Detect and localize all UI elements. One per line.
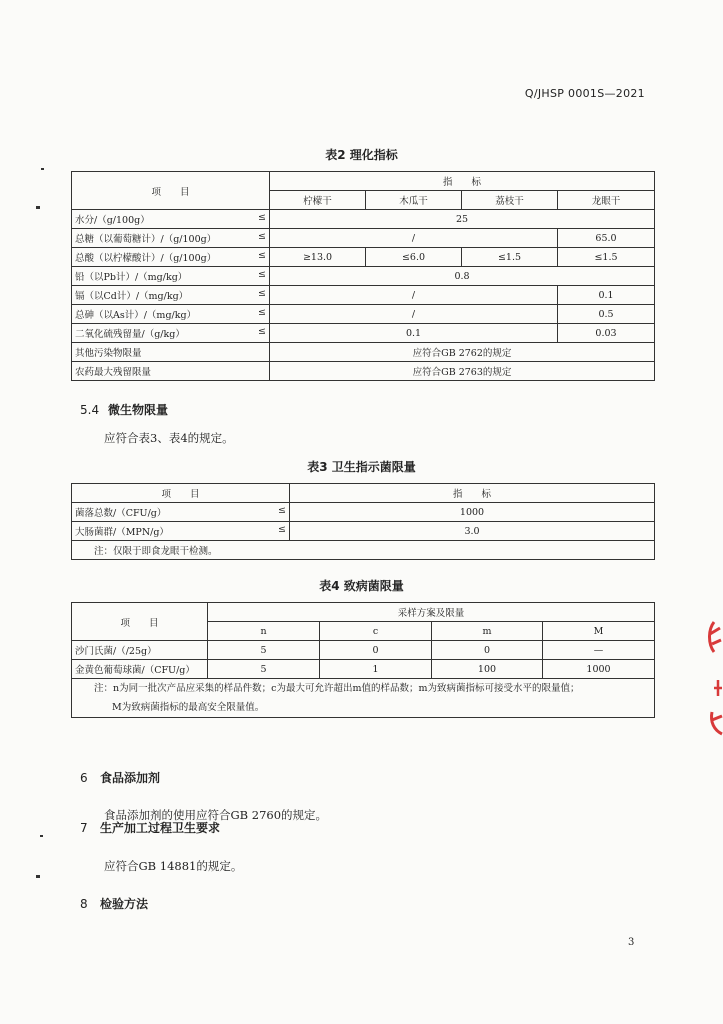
section-8-heading (80, 895, 148, 912)
table2-cell: 0.1 (270, 324, 558, 343)
table2-cell: 应符合GB 2763的规定 (270, 362, 655, 381)
table2-item-header: 项 目 (72, 172, 270, 210)
item-name: 水分/（g/100g） (75, 215, 150, 226)
table2-row-label (72, 248, 270, 267)
table2-col-lemon: 柠檬干 (270, 191, 366, 210)
table4-cell: 1 (320, 660, 432, 679)
page-number: 3 (628, 937, 635, 948)
section-number: 7 (80, 821, 88, 835)
section-title: 微生物限量 (108, 403, 169, 417)
item-name: 铅（以Pb计）/（mg/kg） (75, 272, 188, 283)
le-symbol: ≤ (258, 326, 266, 337)
table4-col-n: n (208, 622, 320, 641)
table4-note (72, 679, 655, 718)
table2-row-label (72, 305, 270, 324)
table3-row-label (72, 522, 290, 541)
item-name: 总糖（以葡萄糖计）/（g/100g） (75, 234, 217, 245)
seal-stamp-fragment (700, 600, 723, 750)
section-title: 生产加工过程卫生要求 (100, 821, 221, 835)
section-7-heading (80, 819, 220, 836)
table2-cell: / (270, 229, 558, 248)
table2-row-label (72, 286, 270, 305)
section-title: 食品添加剂 (100, 771, 161, 785)
le-symbol: ≤ (258, 231, 266, 242)
table3-hygiene-indicators (71, 483, 655, 560)
document-code: Q/JHSP 0001S—2021 (524, 87, 645, 100)
table2-row-label (72, 210, 270, 229)
le-symbol: ≤ (258, 269, 266, 280)
table2-index-header: 指 标 (270, 172, 655, 191)
item-name: 总砷（以As计）/（mg/kg） (75, 310, 197, 321)
table4-row-label: 沙门氏菌/（/25g） (72, 641, 208, 660)
table2-row-label (72, 267, 270, 286)
item-name: 二氧化硫残留量/（g/kg） (75, 329, 185, 340)
table4-cell: 100 (432, 660, 543, 679)
table2-row-label: 农药最大残留限量 (72, 362, 270, 381)
table3-item-header: 项 目 (72, 484, 290, 503)
table2-physicochemical (71, 171, 655, 381)
table2-row-label (72, 229, 270, 248)
scan-speck (36, 206, 40, 209)
table2-caption: 表2 理化指标 (325, 148, 398, 162)
table4-col-M: M (543, 622, 655, 641)
table4-cell: — (543, 641, 655, 660)
table3-row-label (72, 503, 290, 522)
table4-note-line2: M为致病菌指标的最高安全限量值。 (112, 702, 265, 713)
table2-col-lychee: 荔枝干 (462, 191, 558, 210)
table2-cell: ≥13.0 (270, 248, 366, 267)
table3-note: 注：仅限于即食龙眼干检测。 (72, 541, 655, 560)
table3-cell: 3.0 (290, 522, 655, 541)
table4-note-line1: 注：n为同一批次产品应采集的样品件数；c为最大可允许超出m值的样品数；m为致病菌指标可接受水平的限量值； (94, 683, 580, 694)
table4-cell: 5 (208, 641, 320, 660)
section-6-heading (80, 769, 160, 786)
table2-cell: 0.8 (270, 267, 655, 286)
table2-cell: / (270, 305, 558, 324)
table4-col-c: c (320, 622, 432, 641)
table2-cell: 25 (270, 210, 655, 229)
section-7-text: 应符合GB 14881的规定。 (104, 859, 243, 873)
table2-row-label: 其他污染物限量 (72, 343, 270, 362)
le-symbol: ≤ (258, 250, 266, 261)
table4-plan-header: 采样方案及限量 (208, 603, 655, 622)
table4-item-header: 项 目 (72, 603, 208, 641)
table4-row-label: 金黄色葡萄球菌/（CFU/g） (72, 660, 208, 679)
table4-cell: 0 (432, 641, 543, 660)
table2-cell: ≤6.0 (366, 248, 462, 267)
scan-speck (36, 875, 40, 878)
table2-cell: 应符合GB 2762的规定 (270, 343, 655, 362)
table2-col-longan: 龙眼干 (558, 191, 655, 210)
table2-col-papaya: 木瓜干 (366, 191, 462, 210)
table3-cell: 1000 (290, 503, 655, 522)
table3-index-header: 指 标 (290, 484, 655, 503)
table2-cell: 0.5 (558, 305, 655, 324)
table2-row-label (72, 324, 270, 343)
section-5-4-text: 应符合表3、表4的规定。 (104, 431, 234, 445)
item-name: 总酸（以柠檬酸计）/（g/100g） (75, 253, 217, 264)
scan-speck (41, 168, 44, 170)
item-name: 镉（以Cd计）/（mg/kg） (75, 291, 189, 302)
scan-speck (40, 835, 43, 837)
table4-cell: 1000 (543, 660, 655, 679)
section-number: 6 (80, 771, 88, 785)
table2-cell: ≤1.5 (462, 248, 558, 267)
item-name: 大肠菌群/（MPN/g） (75, 527, 169, 538)
section-6-text: 食品添加剂的使用应符合GB 2760的规定。 (104, 808, 328, 822)
table4-col-m: m (432, 622, 543, 641)
section-number: 8 (80, 897, 88, 911)
table2-cell: / (270, 286, 558, 305)
table2-cell: 65.0 (558, 229, 655, 248)
table2-cell: 0.03 (558, 324, 655, 343)
le-symbol: ≤ (278, 505, 286, 516)
table2-cell: 0.1 (558, 286, 655, 305)
section-title: 检验方法 (100, 897, 149, 911)
le-symbol: ≤ (258, 212, 266, 223)
le-symbol: ≤ (258, 288, 266, 299)
table4-cell: 5 (208, 660, 320, 679)
le-symbol: ≤ (258, 307, 266, 318)
le-symbol: ≤ (278, 524, 286, 535)
item-name: 菌落总数/（CFU/g） (75, 508, 167, 519)
section-number: 5.4 (80, 403, 100, 417)
table4-caption: 表4 致病菌限量 (319, 579, 404, 593)
table4-pathogens (71, 602, 655, 718)
section-5-4-heading (80, 401, 168, 418)
table2-cell: ≤1.5 (558, 248, 655, 267)
table3-caption: 表3 卫生指示菌限量 (307, 460, 416, 474)
table4-cell: 0 (320, 641, 432, 660)
